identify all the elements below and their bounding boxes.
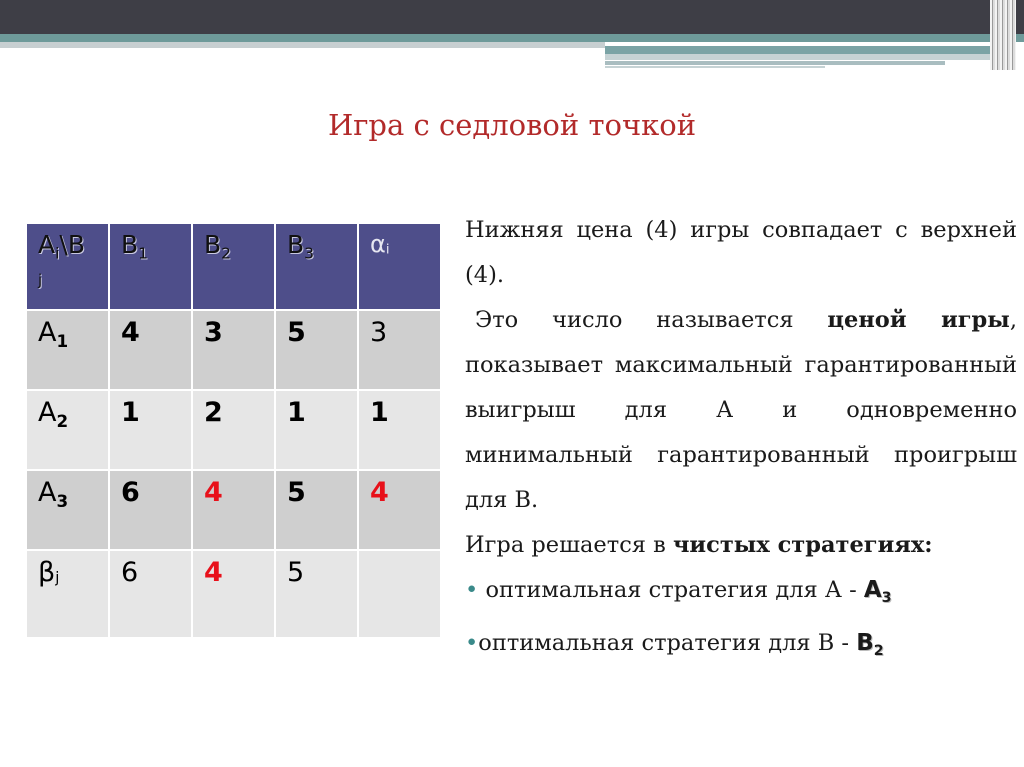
header-bar-right-4	[605, 66, 825, 68]
beta-cell: 5	[275, 550, 358, 638]
cell: 6	[109, 470, 192, 550]
header-corner-cell: $A_i\backslash B$ j	[26, 223, 109, 310]
bullet-icon: •	[465, 577, 479, 603]
table-row-beta	[26, 550, 441, 638]
bullet-strategy-a: • оптимальная стратегия для А - $A_3$	[465, 577, 892, 606]
header-stripes	[990, 0, 1016, 70]
header-b3: $B_3$	[275, 223, 358, 310]
explanation-text	[465, 208, 1017, 674]
cell: 5	[275, 470, 358, 550]
beta-cell-min: 4	[192, 550, 275, 638]
paragraph-game-value: Это число называется ценой игры, показывает максимальный гарантированный выигрыш для А и одновременно минимальный гарантированный проигрыш для В.	[465, 307, 1017, 513]
row-label: $A_1$	[26, 310, 109, 390]
header-b1: $B_1$	[109, 223, 192, 310]
table-row-a3	[26, 470, 441, 550]
table-row-a2	[26, 390, 441, 470]
header-alpha: αi	[358, 223, 441, 310]
cell: 5	[275, 310, 358, 390]
saddle-cell: 4	[192, 470, 275, 550]
row-label: $A_2$	[26, 390, 109, 470]
bullet-strategy-b: •оптимальная стратегия для В - $B_2$	[465, 629, 884, 659]
row-label: βj	[26, 550, 109, 638]
alpha-cell-max: 4	[358, 470, 441, 550]
header-bar-right-3	[605, 61, 945, 65]
header-bar-grey	[0, 42, 605, 48]
cell: 1	[109, 390, 192, 470]
row-label: $A_3$	[26, 470, 109, 550]
paragraph-pure-strategies: Игра решается в чистых стратегиях:	[465, 532, 933, 558]
slide-title: Игра с седловой точкой	[327, 108, 697, 142]
table-header-row	[26, 223, 441, 310]
header-bar-right-1	[605, 46, 1015, 54]
cell: 3	[192, 310, 275, 390]
header-b2: $B_2$	[192, 223, 275, 310]
payoff-matrix	[25, 222, 442, 639]
table-row-a1	[26, 310, 441, 390]
cell: 2	[192, 390, 275, 470]
alpha-cell: 1	[358, 390, 441, 470]
cell: 1	[275, 390, 358, 470]
bullet-icon: •	[465, 629, 479, 656]
cell: 4	[109, 310, 192, 390]
empty-cell	[358, 550, 441, 638]
header-bar-dark	[0, 0, 1024, 34]
header-bar-teal	[0, 34, 1024, 42]
header-bar-right-2	[605, 54, 1015, 60]
beta-cell: 6	[109, 550, 192, 638]
paragraph-price: Нижняя цена (4) игры совпадает с верхней (4).	[465, 217, 1017, 288]
alpha-cell: 3	[358, 310, 441, 390]
